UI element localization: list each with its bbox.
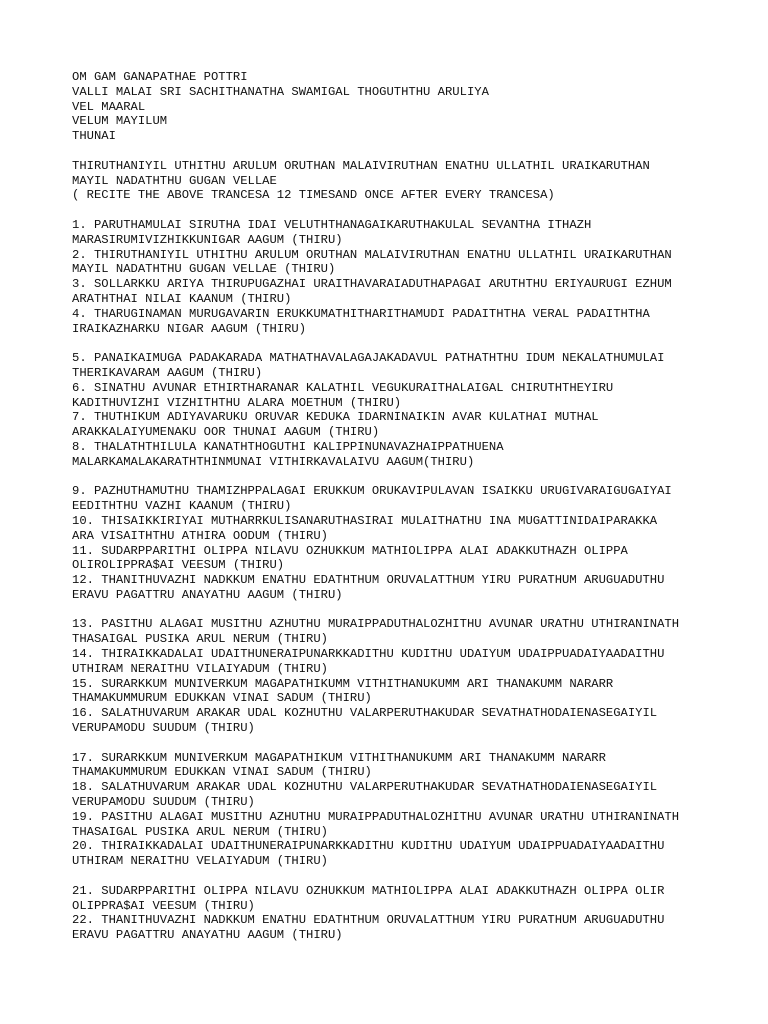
text-line: IRAIKAZHARKU NIGAR AAGUM (THIRU) — [72, 321, 307, 336]
verses-21-22 — [72, 884, 732, 943]
verses-17-20 — [72, 751, 732, 869]
text-line: THAMAKUMMURUM EDUKKAN VINAI SADUM (THIRU) — [72, 765, 372, 780]
text-line: ARA VISAITHTHU ATHIRA OODUM (THIRU) — [72, 528, 328, 543]
text-line: MARASIRUMIVIZHIKKUNIGAR AAGUM (THIRU) — [72, 232, 343, 247]
text-line: 6. SINATHU AVUNAR ETHIRTHARANAR KALATHIL VEGUKURAITHALAIGAL CHIRUTHTHEYIRU — [72, 380, 614, 395]
verses-5-8 — [72, 351, 732, 469]
text-line: 5. PANAIKAIMUGA PADAKARADA MATHATHAVALAGAJAKADAVUL PATHATHTHU IDUM NEKALATHUMULAI — [72, 351, 665, 366]
text-line: THERIKAVARAM AAGUM (THIRU) — [72, 365, 263, 380]
text-line: THUNAI — [72, 129, 116, 144]
text-line: OM GAM GANAPATHAE POTTRI — [72, 70, 248, 84]
text-line: VALLI MALAI SRI SACHITHANATHA SWAMIGAL THOGUTHTHU ARULIYA — [72, 84, 489, 99]
text-line: 3. SOLLARKKU ARIYA THIRUPUGAZHAI URAITHAVARAIADUTHAPAGAI ARUTHTHU ERIYAURUGI EZHUM — [72, 277, 672, 292]
text-line: 1. PARUTHAMULAI SIRUTHA IDAI VELUTHTHANAGAIKARUTHAKULAL SEVANTHA ITHAZH — [72, 217, 592, 232]
text-line: MALARKAMALAKARATHTHINMUNAI VITHIRKAVALAIVU AAGUM(THIRU) — [72, 454, 475, 469]
text-line: 7. THUTHIKUM ADIYAVARUKU ORUVAR KEDUKA IDARNINAIKIN AVAR KULATHAI MUTHAL — [72, 410, 599, 425]
text-line: 16. SALATHUVARUM ARAKAR UDAL KOZHUTHU VALARPERUTHAKUDAR SEVATHATHODAIENASEGAIYIL — [72, 706, 658, 721]
text-line: MAYIL NADATHTHU GUGAN VELLAE (THIRU) — [72, 262, 336, 277]
text-line: 11. SUDARPPARITHI OLIPPA NILAVU OZHUKKUM MATHIOLIPPA ALAI ADAKKUTHAZH OLIPPA — [72, 543, 628, 558]
text-line: THASAIGAL PUSIKA ARUL NERUM (THIRU) — [72, 632, 328, 647]
text-line: VELUM MAYILUM — [72, 114, 168, 129]
text-line: OLIPPRA$AI VEESUM (THIRU) — [72, 898, 255, 913]
text-line: ( RECITE THE ABOVE TRANCESA 12 TIMESAND ONCE AFTER EVERY TRANCESA) — [72, 188, 555, 203]
text-line: VERUPAMODU SUUDUM (THIRU) — [72, 795, 255, 810]
text-line: 17. SURARKKUM MUNIVERKUM MAGAPATHIKUM VITHITHANUKUMM ARI THANAKUMM NARARR — [72, 750, 606, 765]
text-line: 12. THANITHUVAZHI NADKKUM ENATHU EDATHTHUM ORUVALATTHUM YIRU PURATHUM ARUGUADUTHU — [72, 573, 665, 588]
text-line: 21. SUDARPPARITHI OLIPPA NILAVU OZHUKKUM MATHIOLIPPA ALAI ADAKKUTHAZH OLIPPA OLIR — [72, 883, 665, 898]
text-line: ARAKKALAIYUMENAKU OOR THUNAI AAGUM (THIRU) — [72, 425, 380, 440]
invocation-header — [72, 70, 732, 144]
text-line: 18. SALATHUVARUM ARAKAR UDAL KOZHUTHU VALARPERUTHAKUDAR SEVATHATHODAIENASEGAIYIL — [72, 780, 658, 795]
text-line: 15. SURARKKUM MUNIVERKUM MAGAPATHIKUMM VITHITHANUKUMM ARI THANAKUMM NARARR — [72, 676, 614, 691]
text-line: THAMAKUMMURUM EDUKKAN VINAI SADUM (THIRU) — [72, 691, 372, 706]
text-line: ERAVU PAGATTRU ANAYATHU AAGUM (THIRU) — [72, 928, 343, 943]
text-line: 20. THIRAIKKADALAI UDAITHUNERAIPUNARKKADITHU KUDITHU UDAIYUM UDAIPPUADAIYAADAITHU — [72, 839, 665, 854]
text-line: 9. PAZHUTHAMUTHU THAMIZHPPALAGAI ERUKKUM ORUKAVIPULAVAN ISAIKKU URUGIVARAIGUGAIYAI — [72, 484, 672, 499]
text-line: UTHIRAM NERAITHU VELAIYADUM (THIRU) — [72, 854, 328, 869]
refrain-paragraph — [72, 159, 732, 203]
text-line: ERAVU PAGATTRU ANAYATHU AAGUM (THIRU) — [72, 587, 343, 602]
text-line: EEDITHTHU VAZHI KAANUM (THIRU) — [72, 499, 292, 514]
text-line: UTHIRAM NERAITHU VILAIYADUM (THIRU) — [72, 661, 328, 676]
text-line: VEL MAARAL — [72, 99, 146, 114]
text-line: OLIROLIPPRA$AI VEESUM (THIRU) — [72, 558, 285, 573]
text-line: ARATHTHAI NILAI KAANUM (THIRU) — [72, 291, 292, 306]
text-line: THIRUTHANIYIL UTHITHU ARULUM ORUTHAN MALAIVIRUTHAN ENATHU ULLATHIL URAIKARUTHAN — [72, 158, 650, 173]
verses-9-12 — [72, 484, 732, 602]
text-line: KADITHUVIZHI VIZHITHTHU ALARA MOETHUM (THIRU) — [72, 395, 402, 410]
text-line: VERUPAMODU SUUDUM (THIRU) — [72, 721, 255, 736]
text-line: 14. THIRAIKKADALAI UDAITHUNERAIPUNARKKADITHU KUDITHU UDAIYUM UDAIPPUADAIYAADAITHU — [72, 647, 665, 662]
verses-13-16 — [72, 617, 732, 735]
text-line: 4. THARUGINAMAN MURUGAVARIN ERUKKUMATHITHARITHAMUDI PADAITHTHA VERAL PADAITHTHA — [72, 306, 650, 321]
text-line: 19. PASITHU ALAGAI MUSITHU AZHUTHU MURAIPPADUTHALOZHITHU AVUNAR URATHU UTHIRANINATH — [72, 809, 680, 824]
text-line: 10. THISAIKKIRIYAI MUTHARRKULISANARUTHASIRAI MULAITHATHU INA MUGATTINIDAIPARAKKA — [72, 513, 658, 528]
text-line: 13. PASITHU ALAGAI MUSITHU AZHUTHU MURAIPPADUTHALOZHITHU AVUNAR URATHU UTHIRANINATH — [72, 617, 680, 632]
text-line: THASAIGAL PUSIKA ARUL NERUM (THIRU) — [72, 824, 328, 839]
document-body — [72, 70, 732, 943]
text-line: 2. THIRUTHANIYIL UTHITHU ARULUM ORUTHAN MALAIVIRUTHAN ENATHU ULLATHIL URAIKARUTHAN — [72, 247, 672, 262]
text-line: 8. THALATHTHILULA KANATHTHOGUTHI KALIPPINUNAVAZHAIPPATHUENA — [72, 439, 504, 454]
verses-1-4 — [72, 218, 732, 336]
text-line: MAYIL NADATHTHU GUGAN VELLAE — [72, 173, 277, 188]
text-line: 22. THANITHUVAZHI NADKKUM ENATHU EDATHTHUM ORUVALATTHUM YIRU PURATHUM ARUGUADUTHU — [72, 913, 665, 928]
